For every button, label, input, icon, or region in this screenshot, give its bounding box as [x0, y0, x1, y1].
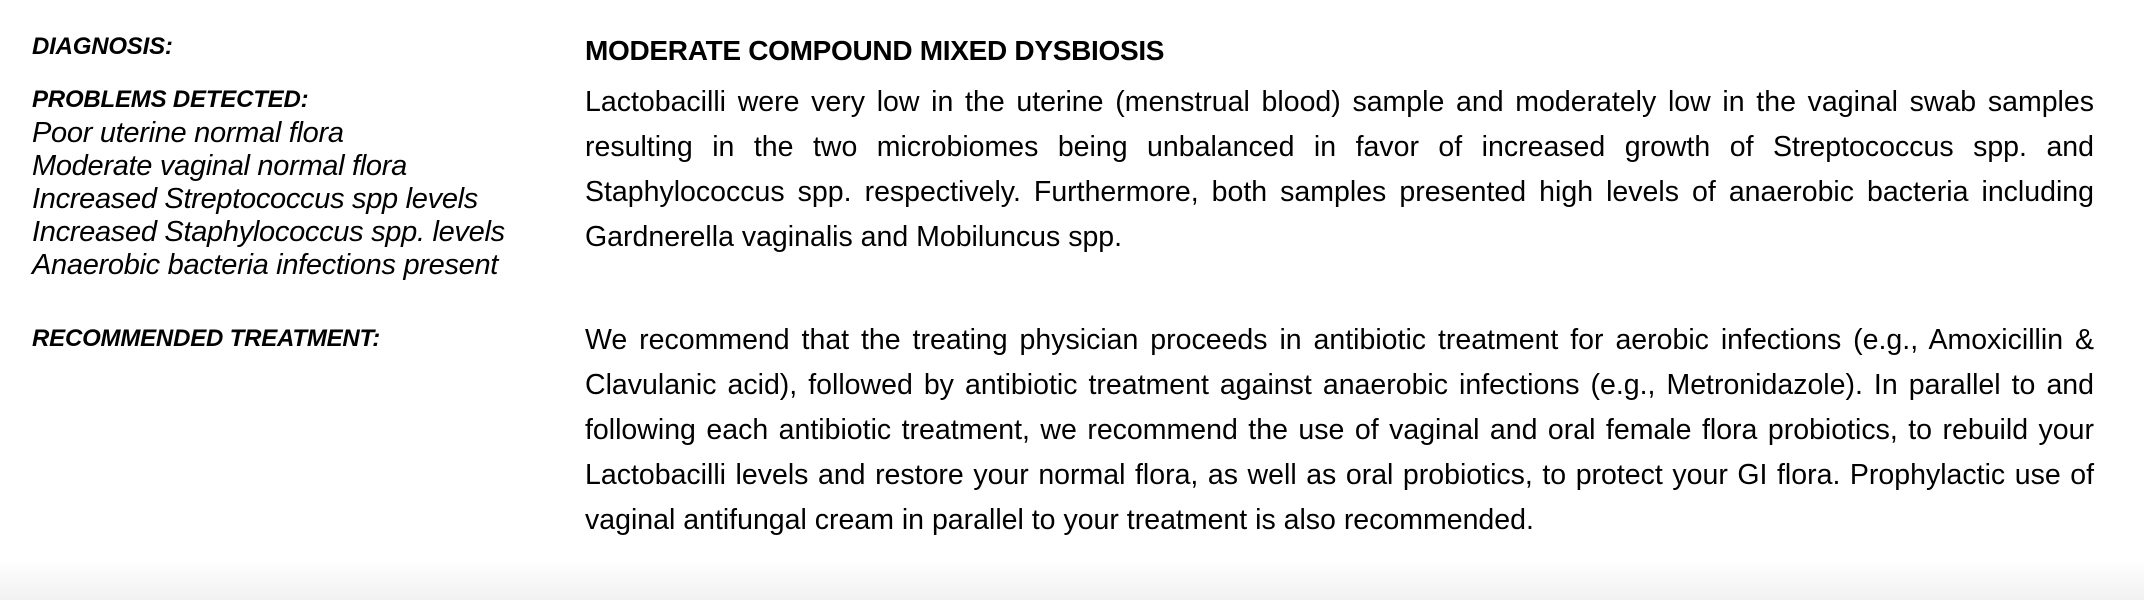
problem-item: Increased Staphylococcus spp. levels: [32, 216, 505, 248]
problems-description: Lactobacilli were very low in the uterine (menstrual blood) sample and moderately low in the vaginal swab samples resulting in the two microbiomes being unbalanced in favor of increased growth of Streptococcus spp. and Staphylococcus spp. respectively. Furthermore, both samples presented high levels of anaerobic bacteria including Gardnerella vaginalis and Mobiluncus spp.: [585, 86, 2094, 253]
diagnosis-label: DIAGNOSIS:: [32, 33, 173, 60]
problems-detected-label: PROBLEMS DETECTED:: [32, 86, 309, 113]
problem-item: Anaerobic bacteria infections present: [32, 249, 499, 281]
treatment-description: We recommend that the treating physician proceeds in antibiotic treatment for aerobic infections (e.g., Amoxicillin & Clavulanic acid), followed by antibiotic treatment against anaerobic infections (e.g., Metronidazole). In parallel to and following each antibiotic treatment, we recommend the use of vaginal and oral female flora probiotics, to rebuild your Lactobacilli levels and restore your normal flora, as well as oral probiotics, to protect your GI flora. Prophylactic use of vaginal antifungal cream in parallel to your treatment is also recommended.: [585, 324, 2094, 536]
problem-item: Moderate vaginal normal flora: [32, 150, 407, 182]
recommended-treatment-label: RECOMMENDED TREATMENT:: [32, 325, 381, 352]
problem-item: Poor uterine normal flora: [32, 117, 344, 149]
diagnosis-value: MODERATE COMPOUND MIXED DYSBIOSIS: [585, 35, 1165, 66]
problem-item: Increased Streptococcus spp levels: [32, 183, 478, 215]
problems-list: [32, 117, 572, 282]
